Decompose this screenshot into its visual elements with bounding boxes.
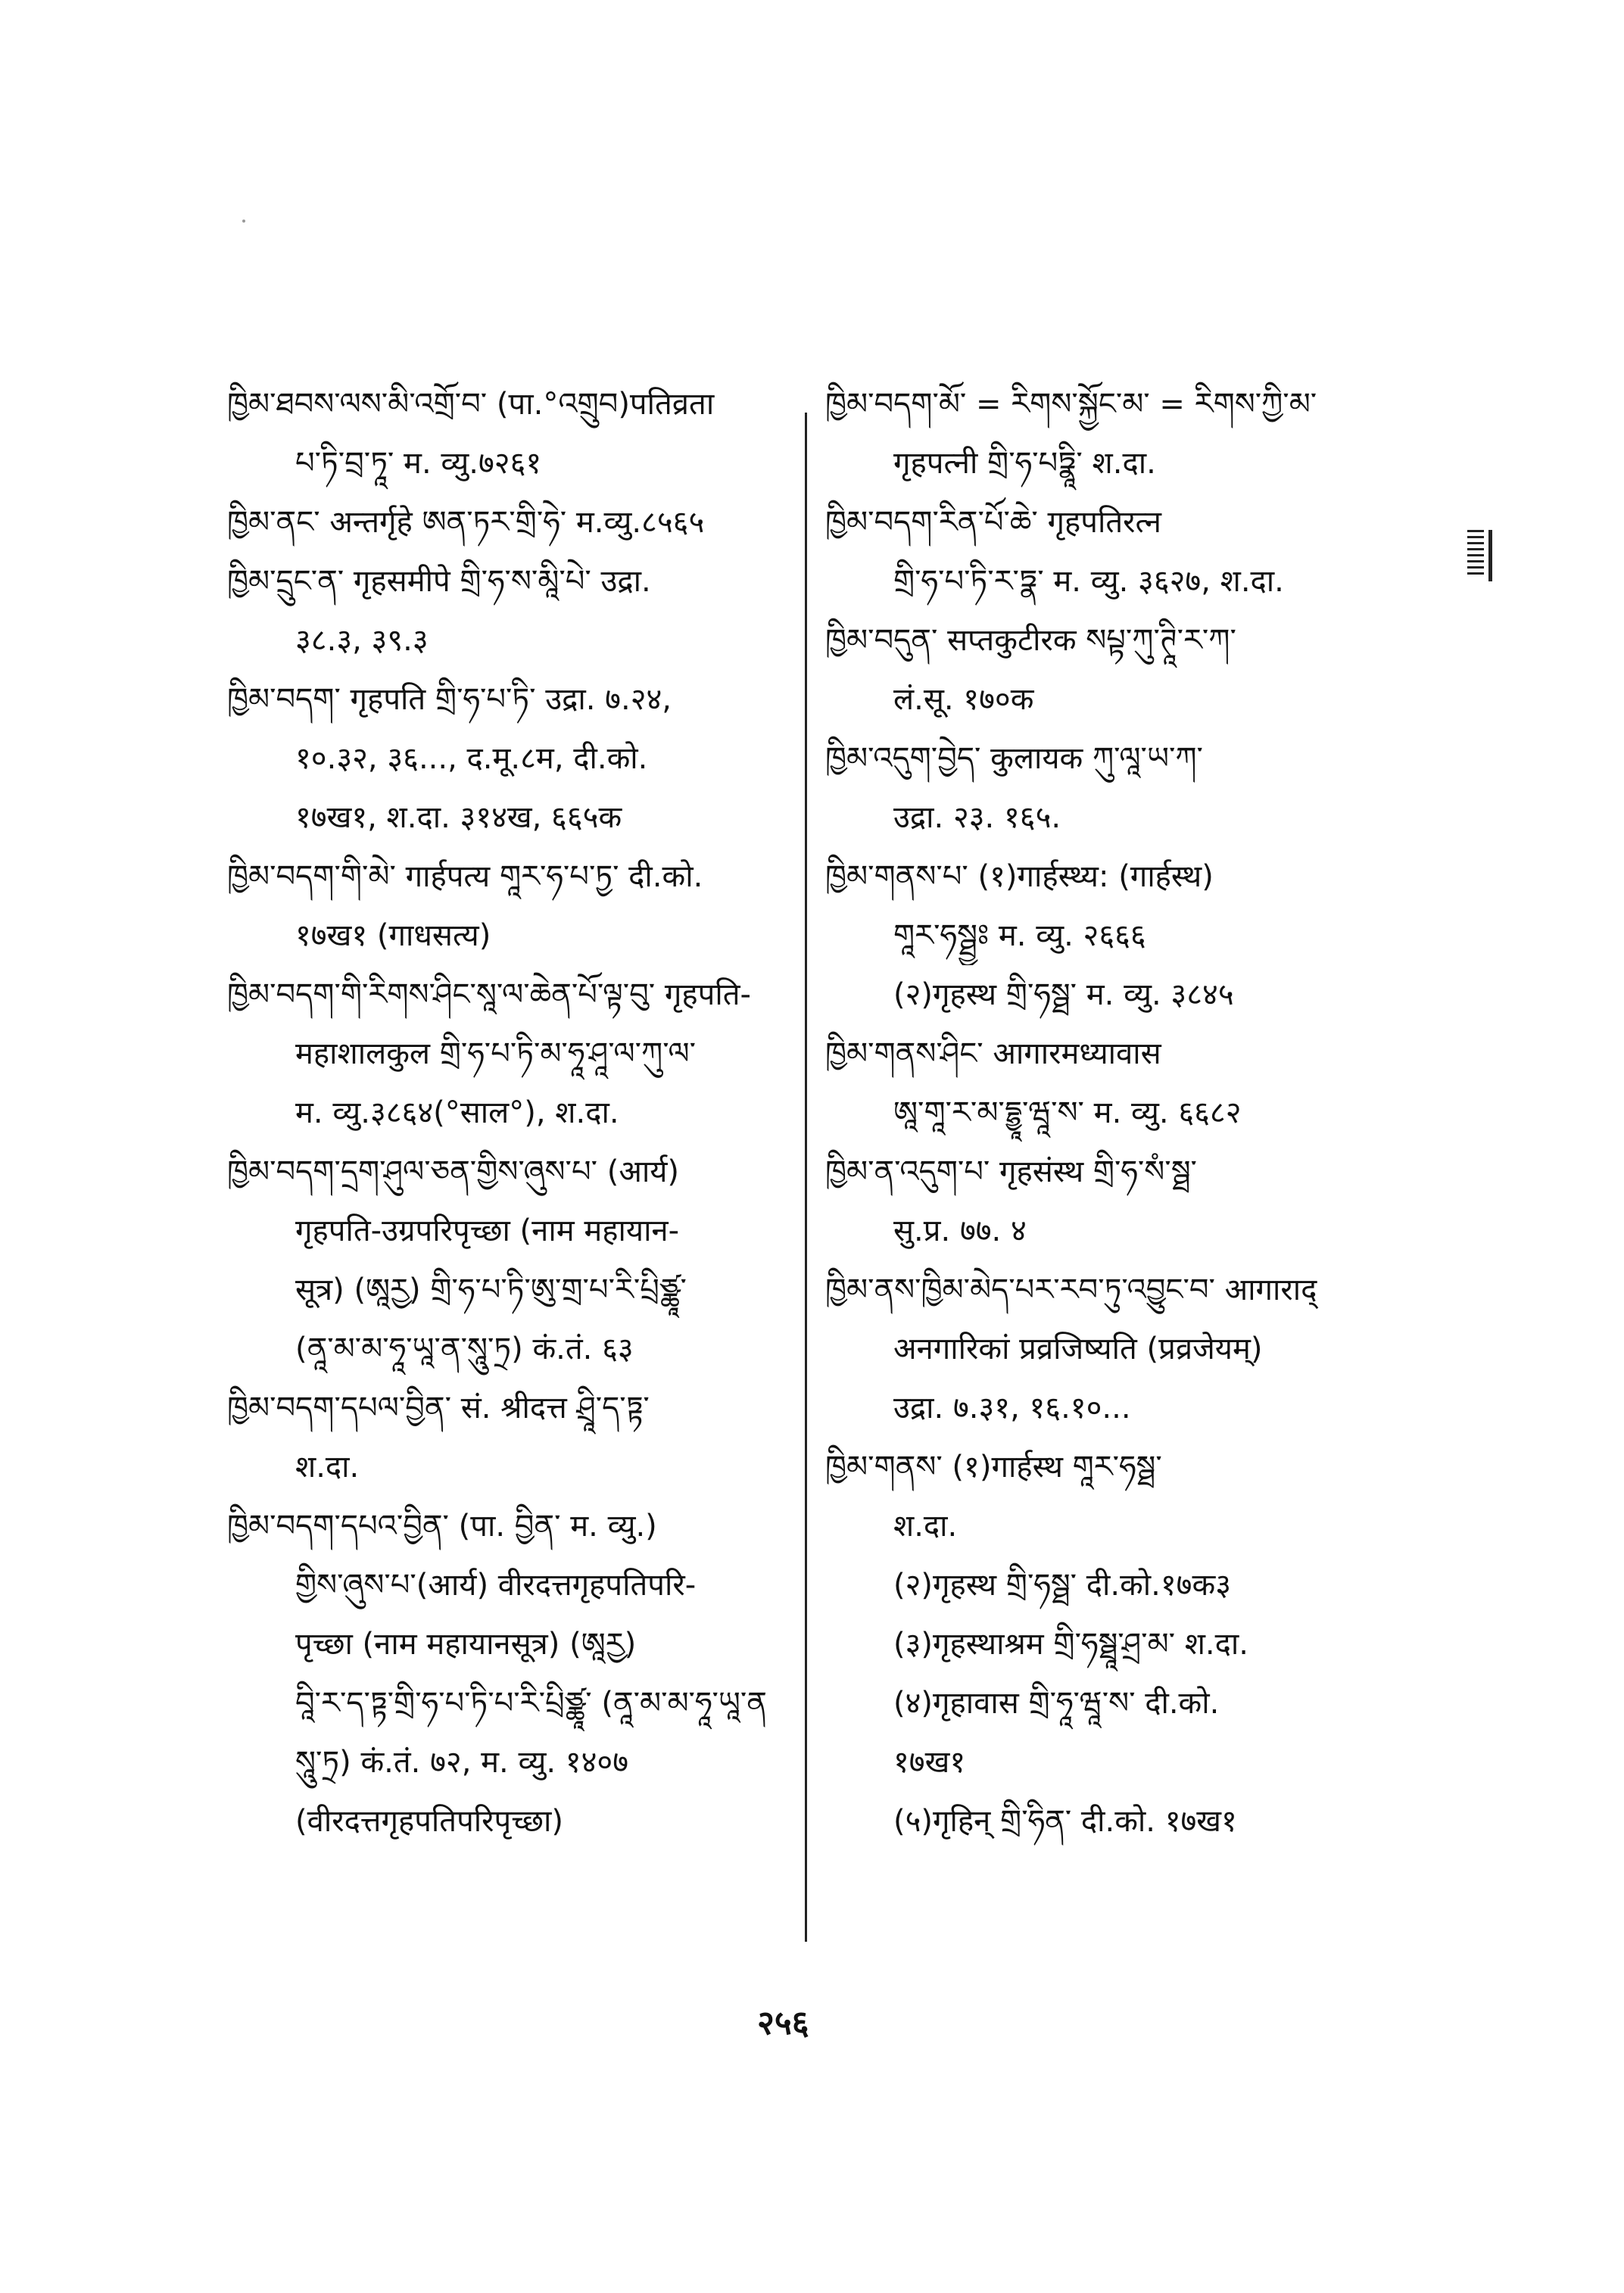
entry-line: ཁྱིམ་བདག་རིན་པོ་ཆེ་ गृहपतिरत्न bbox=[825, 505, 1161, 540]
left-column bbox=[227, 375, 803, 1851]
entry-line: པ་ཏི་བྲ་ཏཱ་ म. व्यु.७२६१ bbox=[295, 446, 542, 481]
entry-line: लं.सू. १७०क bbox=[893, 682, 1034, 717]
entry-line: उद्रा. २३. १६५. bbox=[893, 800, 1061, 835]
entry-line: ཁྱིམ་གནས་ཤིང་ आगारमध्यावास bbox=[825, 1036, 1161, 1071]
entry-line: ཨཱ་གཱ་ར་མ་དྷྱཱ་ཝཱ་ས་ म. व्यु. ६६८२ bbox=[893, 1095, 1242, 1130]
entry-line: ཁྱིམ་བདག་དཔའ་བྱིན་ (पा. བྱིན་ म. व्यु.) bbox=[227, 1509, 657, 1544]
entry-line: ཁྱིམ་བདག་གི་རིགས་ཤིང་སཱ་ལ་ཆེན་པོ་ལྟ་བུ་ गृहपति- bbox=[227, 977, 751, 1012]
entry-line: ཁྱིམ་བདག་གི་མེ་ गार्हपत्य གཱར་ཧ་པ་ཏྱ་ दी.को. bbox=[227, 859, 703, 894]
entry-line: श.दा. bbox=[893, 1509, 958, 1544]
margin-tick-mark bbox=[1467, 530, 1498, 583]
entry-line: བཱི་ར་ད་ཏྟ་གྲི་ཧ་པ་ཏི་པ་རི་པྲིཙྪཱ་ (ནཱ་མ་མ་ཧཱ་ཡཱ་ན bbox=[295, 1686, 767, 1721]
scan-speck bbox=[242, 220, 245, 223]
entry-line: श.दा. bbox=[295, 1450, 360, 1485]
entry-line: སཱུ་ཏྲ) कं.तं. ७२, म. व्यु. १४०७ bbox=[295, 1745, 628, 1780]
entry-line: १७ख१ bbox=[893, 1745, 966, 1780]
entry-line: म. व्यु.३८६४(°साल°), श.दा. bbox=[295, 1095, 619, 1130]
page-number: २५६ bbox=[757, 2004, 809, 2042]
entry-line: (५)गृहिन् གྲི་ཧིན་ दी.को. १७ख१ bbox=[893, 1804, 1237, 1839]
entry-line: གཱར་ཧསྠྱཿ म. व्यु. २६६६ bbox=[893, 918, 1146, 953]
entry-line: गृहपति-उग्रपरिपृच्छा (नाम महायान- bbox=[295, 1213, 680, 1248]
entry-line: ཁྱིམ་ན་འདུག་པ་ गृहसंस्थ གྲི་ཧ་སཾ་སྠ་ bbox=[825, 1154, 1197, 1189]
entry-line: महाशालकुल གྲི་ཧ་པ་ཏི་མ་ཧཱ་ཤཱ་ལ་ཀུ་ལ་ bbox=[295, 1036, 697, 1071]
entry-line: ཁྱིམ་ནས་ཁྱིམ་མེད་པར་རབ་ཏུ་འབྱུང་བ་ आगाराद् bbox=[825, 1273, 1317, 1307]
entry-line: ཁྱིམ་བདག་དྲག་ཤུལ་ཅན་གྱིས་ཞུས་པ་ (आर्य) bbox=[227, 1154, 680, 1189]
entry-line: (४)गृहावास གྲི་ཧཱ་ཝཱ་ས་ दी.को. bbox=[893, 1686, 1220, 1721]
entry-line: १७ख१, श.दा. ३१४ख, ६६५क bbox=[295, 800, 622, 835]
entry-line: ཁྱིམ་བདག་དཔལ་བྱིན་ सं. श्रीदत्त ཤྲཱི་ད་ཏྟ་ bbox=[227, 1391, 650, 1425]
entry-line: उद्रा. ७.३१, १६.१०... bbox=[893, 1391, 1131, 1425]
entry-line: (२)गृहस्थ གྲི་ཧསྠ་ म. व्यु. ३८४५ bbox=[893, 977, 1234, 1012]
entry-line: पृच्छा (नाम महायानसूत्र) (ཨཱརྱ) bbox=[295, 1627, 637, 1662]
entry-line: ཁྱིམ་བདུན་ सप्तकुटीरक སཔྟ་ཀུ་ཊཱི་ར་ཀ་ bbox=[825, 623, 1236, 658]
entry-line: ཁྱིམ་ནང་ अन्तर्गृहे ཨན་ཏར་གྲི་ཧེ་ म.व्यु.८५६५ bbox=[227, 505, 705, 540]
entry-line: १७ख१ (गाधसत्य) bbox=[295, 918, 491, 953]
entry-line: ཁྱིམ་དྲུང་ན་ गृहसमीपे གྲི་ཧ་ས་མཱི་པེ་ उद्रा. bbox=[227, 564, 651, 599]
entry-line: गृहपत्नी གྲི་ཧ་པཏྣཱི་ श.दा. bbox=[893, 446, 1156, 481]
entry-line: ३८.३, ३९.३ bbox=[295, 623, 429, 658]
entry-line: अनगारिकां प्रव्रजिष्यति (प्रव्रजेयम्) bbox=[893, 1332, 1263, 1366]
entry-line: ཁྱིམ་གནས་པ་ (१)गार्हस्थ्य: (गार्हस्थ) bbox=[825, 859, 1214, 894]
entry-line: (२)गृहस्थ གྲི་ཧསྠ་ दी.को.१७क३ bbox=[893, 1568, 1231, 1603]
entry-line: ཁྱིམ་གནས་ (१)गार्हस्थ གཱར་ཧསྠ་ bbox=[825, 1450, 1162, 1485]
entry-line: ཁྱིམ་ཐབས་ལས་མི་འགྲོ་བ་ (पा.°འགྲུབ)पतिव्रता bbox=[227, 387, 715, 422]
entry-line: (वीरदत्तगृहपतिपरिपृच्छा) bbox=[295, 1804, 563, 1839]
entry-line: (३)गृहस्थाश्रम གྲི་ཧསྠཱ་ཤྲ་མ་ श.दा. bbox=[893, 1627, 1248, 1662]
entry-line: १०.३२, ३६..., द.मू.८म, दी.को. bbox=[295, 741, 648, 776]
entry-line: གྲི་ཧ་པ་ཏི་ར་ཏྣ་ म. व्यु. ३६२७, श.दा. bbox=[893, 564, 1284, 599]
column-divider bbox=[805, 413, 807, 1942]
entry-line: सु.प्र. ७७. ४ bbox=[893, 1213, 1027, 1248]
entry-line: (ནཱ་མ་མ་ཧཱ་ཡཱ་ན་སཱུ་ཏྲ) कं.तं. ६३ bbox=[295, 1332, 634, 1366]
entry-line: ཁྱིམ་བདག་མོ་ = རིགས་སྐྱོང་མ་ = རིགས་ཀྱི་མ་ bbox=[825, 387, 1317, 422]
entry-line: ཁྱིམ་བདག་ गृहपति གྲི་ཧ་པ་ཏི་ उद्रा. ७.२४, bbox=[227, 682, 672, 717]
entry-line: ཁྱིམ་འདུག་བྱེད་ कुलायक ཀུ་ལཱ་ཡ་ཀ་ bbox=[825, 741, 1203, 776]
entry-line: सूत्र) (ཨཱརྱ) གྲི་ཧ་པ་ཏི་ཨུ་གྲ་པ་རི་པྲིཙྪཱ་ bbox=[295, 1273, 687, 1307]
entry-line: གྱིས་ཞུས་པ་(आर्य) वीरदत्तगृहपतिपरि- bbox=[295, 1568, 697, 1603]
right-column bbox=[825, 375, 1416, 1851]
